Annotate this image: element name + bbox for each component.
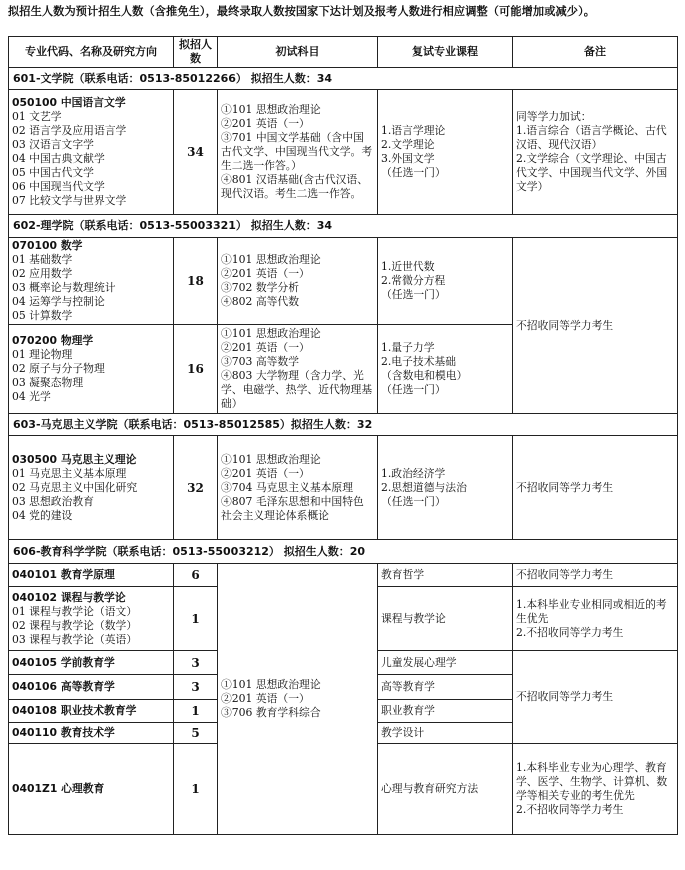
exam-item: ③704 马克思主义基本原理 (221, 480, 354, 494)
major-code: 040105 学前教育学 (9, 651, 174, 675)
count-cell: 3 (174, 651, 218, 675)
direction: 06 中国现当代文学 (12, 180, 105, 193)
retest-cell: 教学设计 (378, 723, 513, 744)
remark-item: 1.本科毕业专业为心理学、教育学、医学、生物学、计算机、数学等相关专业的考生优先 (516, 761, 668, 802)
major-code: 040110 教育技术学 (9, 723, 174, 744)
remark-item: 1.本科毕业专业相同或相近的考生优先 (516, 597, 667, 625)
major-cell (9, 325, 174, 414)
retest-cell (378, 436, 513, 540)
major-code: 040102 课程与教学论 (12, 590, 126, 604)
direction: 03 思想政治教育 (12, 494, 94, 508)
major-cell (9, 436, 174, 540)
retest-item: （任选一门） (381, 288, 446, 301)
retest-cell: 儿童发展心理学 (378, 651, 513, 675)
retest-item: （任选一门） (381, 166, 446, 179)
exam-item: ①101 思想政治理论 (221, 327, 321, 340)
major-code: 0401Z1 心理教育 (9, 744, 174, 835)
major-code: 040101 教育学原理 (9, 564, 174, 587)
remark-item: 2.文学综合（文学理论、中国古代文学、中国现当代文学、外国文学） (516, 152, 668, 193)
remark-item: 1.语言综合（语言学概论、古代汉语、现代汉语） (516, 124, 667, 151)
count-cell: 18 (174, 238, 218, 325)
remark-item: 同等学力加试： (516, 110, 592, 123)
exam-item: ④807 毛泽东思想和中国特色社会主义理论体系概论 (221, 494, 364, 522)
exam-item: ④801 汉语基础(含古代汉语、现代汉语。考生二选一作答。 (221, 173, 369, 200)
direction: 02 课程与教学论（数学） (12, 618, 138, 632)
exam-item: ③706 教育学科综合 (221, 706, 321, 719)
exam-item: ②201 英语（一） (221, 341, 310, 354)
direction: 04 中国古典文献学 (12, 152, 105, 165)
direction: 04 党的建设 (12, 508, 73, 522)
exam-cell (218, 238, 378, 325)
exam-item: ③701 中国文学基础（含中国古代文学、中国现当代文学。考生二选一作答。） (221, 131, 373, 172)
retest-cell: 心理与教育研究方法 (378, 744, 513, 835)
direction: 01 课程与教学论（语文） (12, 604, 138, 618)
retest-cell (378, 325, 513, 414)
direction: 07 比较文学与世界文学 (12, 194, 127, 207)
section-title-606: 606-教育科学学院（联系电话：0513-55003212） 拟招生人数：20 (9, 540, 678, 564)
exam-item: ①101 思想政治理论 (221, 452, 321, 466)
enrollment-table (8, 36, 678, 835)
section-row-606 (9, 540, 678, 564)
retest-item: 2.常微分方程 (381, 274, 446, 287)
major-code: 030500 马克思主义理论 (12, 452, 137, 466)
section-row-603 (9, 414, 678, 436)
count-cell: 32 (174, 436, 218, 540)
exam-cell (218, 436, 378, 540)
remark-cell: 不招收同等学力考生 (513, 238, 678, 414)
retest-item: 3.外国文学 (381, 152, 435, 165)
retest-item: （任选一门） (381, 494, 446, 508)
retest-item: 2.电子技术基础 (381, 355, 457, 368)
retest-item: 1.语言学理论 (381, 124, 446, 137)
count-cell: 5 (174, 723, 218, 744)
section-title-601: 601-文学院（联系电话：0513-85012266） 拟招生人数：34 (9, 68, 678, 90)
remark-cell: 不招收同等学力考生 (513, 564, 678, 587)
table-row (9, 90, 678, 215)
direction: 01 理论物理 (12, 348, 73, 361)
table-header-row (9, 37, 678, 68)
exam-item: ④803 大学物理（含力学、光学、电磁学、热学、近代物理基础） (221, 369, 373, 410)
exam-item: ②201 英语（一） (221, 466, 310, 480)
count-cell: 6 (174, 564, 218, 587)
exam-cell (218, 325, 378, 414)
exam-cell (218, 90, 378, 215)
direction: 05 计算数学 (12, 309, 73, 322)
retest-cell: 高等教育学 (378, 675, 513, 700)
header-count: 拟招人数 (174, 37, 218, 68)
direction: 02 语言学及应用语言学 (12, 124, 127, 137)
retest-item: （任选一门） (381, 383, 446, 396)
count-cell: 1 (174, 700, 218, 723)
remark-cell (513, 744, 678, 835)
remark-cell: 不招收同等学力考生 (513, 651, 678, 744)
count-cell: 3 (174, 675, 218, 700)
direction: 01 马克思主义基本原理 (12, 466, 127, 480)
direction: 01 基础数学 (12, 253, 73, 266)
table-row (9, 564, 678, 587)
exam-cell-shared (218, 564, 378, 835)
exam-item: ③703 高等数学 (221, 355, 300, 368)
section-title-603: 603-马克思主义学院（联系电话：0513-85012585）拟招生人数：32 (9, 414, 678, 436)
header-remark: 备注 (513, 37, 678, 68)
section-title-602: 602-理学院（联系电话：0513-55003321） 拟招生人数：34 (9, 215, 678, 238)
exam-item: ②201 英语（一） (221, 692, 310, 705)
major-cell (9, 587, 174, 651)
exam-item: ④802 高等代数 (221, 295, 300, 308)
direction: 02 应用数学 (12, 267, 73, 280)
exam-item: ③702 数学分析 (221, 281, 300, 294)
direction: 03 概率论与数理统计 (12, 281, 116, 294)
count-cell: 34 (174, 90, 218, 215)
remark-cell: 不招收同等学力考生 (513, 436, 678, 540)
exam-item: ①101 思想政治理论 (221, 103, 321, 116)
exam-item: ②201 英语（一） (221, 267, 310, 280)
direction: 03 汉语言文字学 (12, 138, 94, 151)
table-row (9, 436, 678, 540)
exam-item: ①101 思想政治理论 (221, 253, 321, 266)
direction: 03 凝聚态物理 (12, 376, 84, 389)
count-cell: 1 (174, 587, 218, 651)
direction: 05 中国古代文学 (12, 166, 94, 179)
major-code: 040106 高等教育学 (9, 675, 174, 700)
retest-item: 2.文学理论 (381, 138, 435, 151)
retest-item: （含数电和模电） (381, 369, 468, 382)
section-row-601 (9, 68, 678, 90)
remark-cell (513, 587, 678, 651)
remark-item: 2.不招收同等学力考生 (516, 803, 624, 816)
major-code: 040108 职业技术教育学 (9, 700, 174, 723)
retest-item: 1.政治经济学 (381, 466, 446, 480)
direction: 02 马克思主义中国化研究 (12, 480, 138, 494)
direction: 04 运筹学与控制论 (12, 295, 105, 308)
retest-cell: 职业教育学 (378, 700, 513, 723)
table-row (9, 238, 678, 325)
retest-item: 1.量子力学 (381, 341, 435, 354)
retest-cell (378, 90, 513, 215)
header-initial-exam: 初试科目 (218, 37, 378, 68)
major-code: 070200 物理学 (12, 334, 94, 347)
direction: 03 课程与教学论（英语） (12, 632, 138, 646)
retest-item: 1.近世代数 (381, 260, 435, 273)
major-cell (9, 90, 174, 215)
retest-cell: 课程与教学论 (378, 587, 513, 651)
remark-cell (513, 90, 678, 215)
direction: 04 光学 (12, 390, 51, 403)
retest-item: 2.思想道德与法治 (381, 480, 467, 494)
header-major: 专业代码、名称及研究方向 (9, 37, 174, 68)
remark-item: 2.不招收同等学力考生 (516, 625, 624, 639)
direction: 01 文艺学 (12, 110, 62, 123)
count-cell: 1 (174, 744, 218, 835)
major-code: 070100 数学 (12, 239, 83, 252)
direction: 02 原子与分子物理 (12, 362, 105, 375)
retest-cell (378, 238, 513, 325)
section-row-602 (9, 215, 678, 238)
exam-item: ②201 英语（一） (221, 117, 310, 130)
retest-cell: 教育哲学 (378, 564, 513, 587)
major-code: 050100 中国语言文学 (12, 96, 126, 109)
enrollment-note: 拟招生人数为预计招生人数（含推免生），最终录取人数按国家下达计划及报考人数进行相应调整（可能增加或减少）。 (8, 5, 596, 18)
count-cell: 16 (174, 325, 218, 414)
header-retest: 复试专业课程 (378, 37, 513, 68)
exam-item: ①101 思想政治理论 (221, 678, 321, 691)
major-cell (9, 238, 174, 325)
